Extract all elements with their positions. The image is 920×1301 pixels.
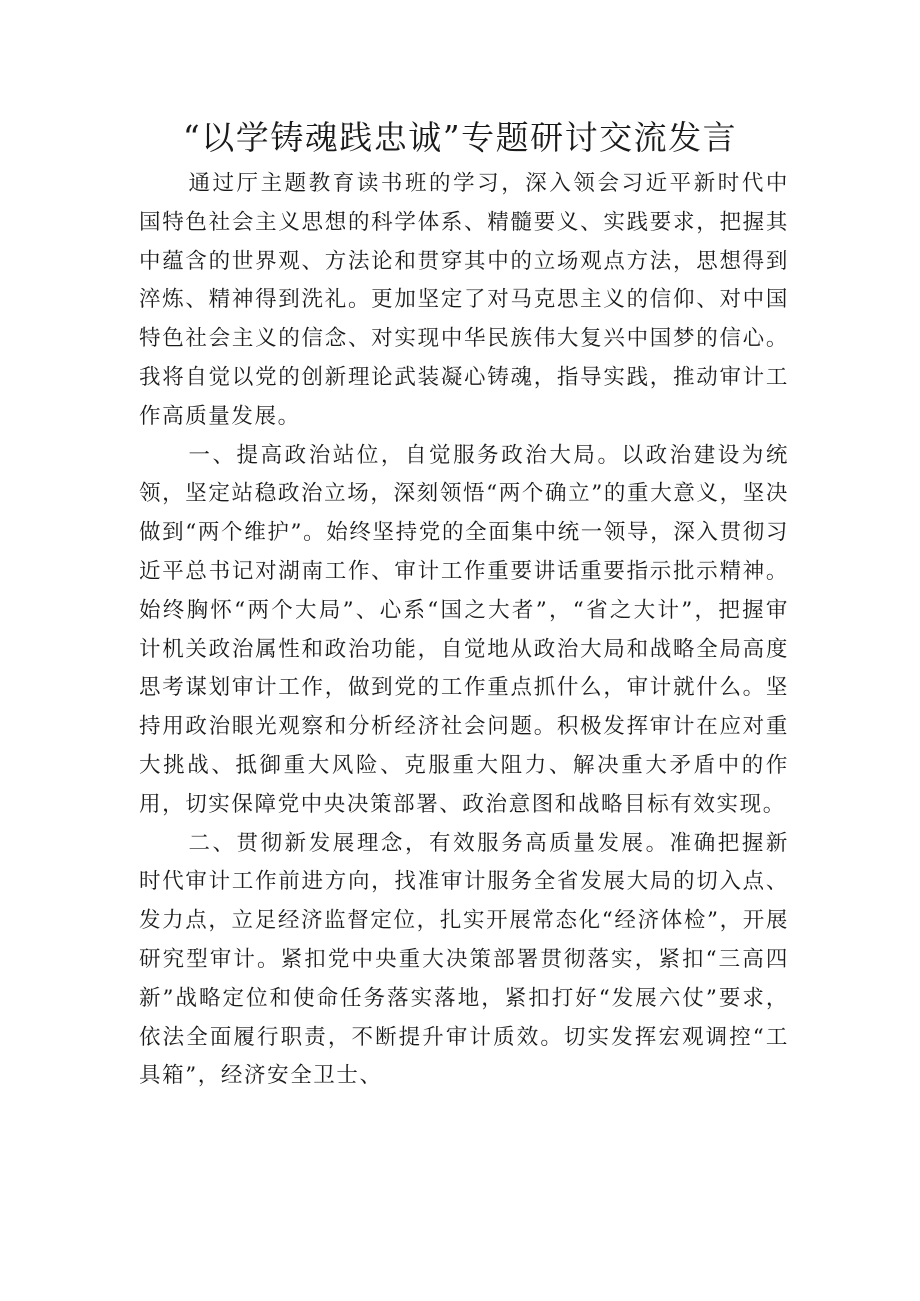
paragraph-intro: 通过厅主题教育读书班的学习，深入领会习近平新时代中国特色社会主义思想的科学体系、精髓要义、实践要求，把握其中蕴含的世界观、方法论和贯穿其中的立场观点方法，思想得到淬炼、精神得到洗礼。更加坚定了对马克思主义的信仰、对中国特色社会主义的信念、对实现中华民族伟大复兴中国梦的信心。我将自觉以党的创新理论武装凝心铸魂，指导实践，推动审计工作高质量发展。 [139, 171, 789, 429]
paragraph-section-one: 一、提高政治站位，自觉服务政治大局。以政治建设为统领，坚定站稳政治立场，深刻领悟“两个确立”的重大意义，坚决做到“两个维护”。始终坚持党的全面集中统一领导，深入贯彻习近平总书记对湖南工作、审计工作重要讲话重要指示批示精神。始终胸怀“两个大局”、心系“国之大者”，“省之大计”，把握审计机关政治属性和政治功能，自觉地从政治大局和战略全局高度思考谋划审计工作，做到党的工作重点抓什么，审计就什么。坚持用政治眼光观察和分析经济社会问题。积极发挥审计在应对重大挑战、抵御重大风险、克服重大阻力、解决重大矛盾中的作用，切实保障党中央决策部署、政治意图和战略目标有效实现。 [139, 442, 789, 817]
document-body [139, 165, 789, 1096]
paragraph-section-two: 二、贯彻新发展理念，有效服务高质量发展。准确把握新时代审计工作前进方向，找准审计服务全省发展大局的切入点、发力点，立足经济监督定位，扎实开展常态化“经济体检”，开展研究型审计。紧扣党中央重大决策部署贯彻落实，紧扣“三高四新”战略定位和使命任务落实落地，紧扣打好“发展六仗”要求，依法全面履行职责，不断提升审计质效。切实发挥宏观调控“工具箱”，经济安全卫士、 [139, 830, 789, 1089]
document-title: “以学铸魂践忠诚”专题研讨交流发言 [182, 118, 738, 157]
